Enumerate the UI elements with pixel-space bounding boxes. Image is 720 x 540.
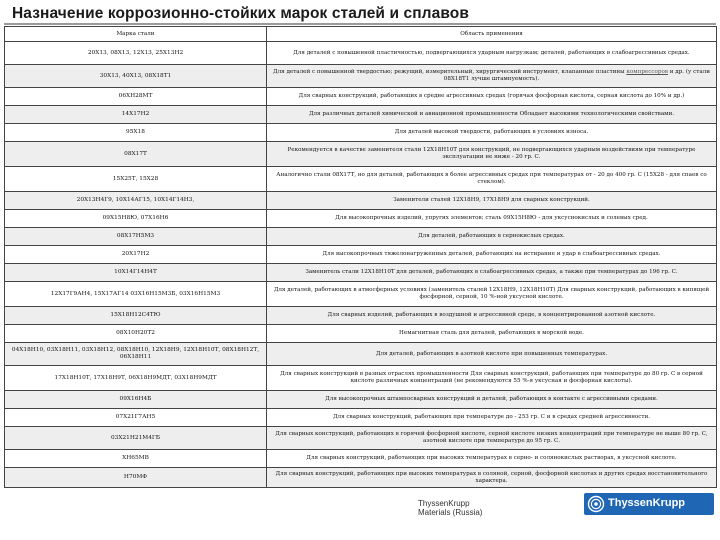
use-text: Заменитель стали 12Х18Н10Т для деталей, работающих в слабоагрессивных средах, а также при температурах до 196 гр. С. [305, 269, 678, 276]
grade-cell: 20Х13Н4Г9, 10Х14АГ15, 10Х14Г14Н3, [5, 192, 267, 210]
use-text: Для сварных конструкций, работающих при высоких температурах в серно- и солянокислых растворах, в уксусной кислоте. [306, 455, 677, 462]
use-text: Для деталей с повышенной пластичностью, подвергающихся ударным нагрузкам; деталей, работающих в слабоагрессивных средах. [293, 49, 690, 56]
use-text: Для высокопрочных тяжелонагруженных деталей, работающих на истирание и удар в слабоагрессивных средах. [322, 251, 661, 258]
use-text: Заменители сталей 12Х18Н9, 17Х18Н9 для сварных конструкций. [393, 197, 590, 204]
use-cell [267, 325, 717, 343]
footer-subline: Materials (Russia) [418, 508, 483, 517]
use-cell [267, 468, 717, 488]
use-text: Аналогично стали 08Х17Т, но для деталей, работающих в более агрессивных средах при температурах от - 20 до 400 гр. С (15Х28 - для спаев со стеклом). [276, 172, 707, 185]
use-text: Для высокопрочных штампосварных конструкций и деталей, работающих в контакте с агрессивными средами. [325, 396, 658, 403]
use-cell [267, 246, 717, 264]
table-row [5, 391, 717, 409]
use-cell [267, 343, 717, 366]
grade-cell: 04Х18Н10, 03Х18Н11, 03Х18Н12, 08Х18Н10, 12Х18Н9, 12Х18Н10Т, 08Х18Н12Т, 06Х18Н11 [5, 343, 267, 366]
grade-cell: 10Х14Г14Н4Т [5, 264, 267, 282]
grade-cell: 20Х13, 08Х13, 12Х13, 25Х13Н2 [5, 42, 267, 65]
grade-cell: 14Х17Н2 [5, 106, 267, 124]
table-row [5, 42, 717, 65]
table-row [5, 468, 717, 488]
use-cell [267, 264, 717, 282]
grade-cell: ХН65МВ [5, 450, 267, 468]
use-text: Для сварных конструкций, работающих при температуре до - 253 гр. С и в средах средней агрессивности. [332, 414, 651, 421]
footer-credit [418, 499, 538, 517]
title-divider [4, 23, 716, 25]
table-row [5, 366, 717, 391]
use-link[interactable]: компрессоров [626, 69, 668, 76]
table-row [5, 88, 717, 106]
use-cell [267, 142, 717, 167]
use-cell [267, 124, 717, 142]
footer-company: ThyssenKrupp [418, 499, 470, 508]
grade-cell: 03Х21Н21М4ГБ [5, 427, 267, 450]
table-row [5, 192, 717, 210]
table-row [5, 124, 717, 142]
thyssenkrupp-logo [584, 493, 714, 515]
table-row [5, 282, 717, 307]
use-text-after: и др. (у стали 08Х18Т1 лучше штампуемость). [443, 69, 710, 82]
grade-cell: 17Х18Н10Т, 17Х18Н9Т, 06Х18Н9МДТ, 03Х18Н9МДТ [5, 366, 267, 391]
thyssenkrupp-rings-icon [587, 495, 605, 513]
use-text: Для сварных конструкций, работающих в горячей фосфорной кислоте, серной кислоте низких концентраций при температуре не выше 80 гр. С, азотной кислоте при температуре до 95 гр. С. [275, 431, 708, 444]
page-title: Назначение коррозионно-стойких марок сталей и сплавов [12, 5, 469, 22]
grade-cell: 08Х17Т [5, 142, 267, 167]
use-text: Для сварных изделий, работающих в воздушной и агрессивной среде, в концентрированной азотной кислоте. [327, 312, 656, 319]
grade-cell: 08Х17Н5М3 [5, 228, 267, 246]
use-text: Для деталей, работающих в азотной кислоте при повышенных температурах. [375, 350, 608, 357]
table-row [5, 106, 717, 124]
use-text: Рекомендуется в качестве заменителя стали 12Х18Н10Т для конструкций, не подвергающихся ударным воздействиям при температуре эксплуатации не ниже - 20 гр. С. [287, 147, 696, 160]
use-cell [267, 210, 717, 228]
grade-cell: 15Х25Т, 15Х28 [5, 167, 267, 192]
grade-cell: 09Х15Н8Ю, 07Х16Н6 [5, 210, 267, 228]
use-cell [267, 192, 717, 210]
table-row [5, 427, 717, 450]
use-text: Немагнитная сталь для деталей, работающих в морской воде. [399, 330, 584, 337]
grade-cell: 06ХН28МТ [5, 88, 267, 106]
use-cell [267, 42, 717, 65]
table-row [5, 409, 717, 427]
use-text: Для сварных конструкций, работающих при высоких температурах в соляной, серной, фосфорной кислотах и других средах восстановительного характера. [275, 470, 708, 484]
use-text: Для деталей высокой твердости, работающих в условиях износа. [394, 129, 589, 136]
use-text: Для высокопрочных изделий, упругих элементов; сталь 09Х15Н8Ю - для уксуснокислых и солевых сред. [335, 215, 648, 222]
column-header-use: Область применения [267, 27, 717, 42]
use-cell [267, 409, 717, 427]
table-row [5, 210, 717, 228]
grade-cell: 08Х10Н20Т2 [5, 325, 267, 343]
table-row [5, 325, 717, 343]
grade-cell: 20Х17Н2 [5, 246, 267, 264]
grade-cell: 09Х16Н4Б [5, 391, 267, 409]
table-row [5, 228, 717, 246]
grade-cell: 30Х13, 40Х13, 08Х18Т1 [5, 65, 267, 88]
table-row [5, 65, 717, 88]
use-cell [267, 106, 717, 124]
table-row [5, 264, 717, 282]
use-text: Для деталей с повышенной твердостью; режущий, измерительный, хирургический инструмент, клапанные пластины [273, 69, 627, 76]
use-text: Для деталей, работающих в сернокислых средах. [418, 233, 565, 240]
use-text: Для сварных конструкций в разных отраслях промышленности Для сварных конструкций, работающих при температуре до 80 гр. С в серной кислоте различных концентраций (не рекомендуются 55 %-я уксусная и фосфорная кислоты). [280, 371, 703, 384]
use-cell [267, 228, 717, 246]
table-row [5, 343, 717, 366]
use-cell [267, 88, 717, 106]
grade-cell: 12Х17Г9АН4, 15Х17АГ14 03Х16Н15М3Б, 03Х16Н15М3 [5, 282, 267, 307]
use-cell [267, 366, 717, 391]
grade-cell: Н70МФ [5, 468, 267, 488]
table-row [5, 167, 717, 192]
use-cell [267, 450, 717, 468]
use-cell [267, 307, 717, 325]
use-cell [267, 427, 717, 450]
use-cell [267, 167, 717, 192]
grade-cell: 95Х18 [5, 124, 267, 142]
use-cell [267, 65, 717, 88]
use-text: Для деталей, работающих в атмосферных условиях (заменитель сталей 12Х18Н9, 12Х18Н10Т) Для сварных конструкций, работающих в кипящей фосфорной, серной, 10 %-ной уксусной кислоте. [273, 287, 710, 300]
use-text: Для различных деталей химической и авиационной промышленности Обладает высокими технологическими свойствами. [308, 111, 675, 118]
table-row [5, 450, 717, 468]
grade-cell: 07Х21Г7АН5 [5, 409, 267, 427]
table-row [5, 246, 717, 264]
column-header-grade: Марка стали [5, 27, 267, 42]
grade-cell: 15Х18Н12С4ТЮ [5, 307, 267, 325]
table-row [5, 307, 717, 325]
use-cell [267, 282, 717, 307]
steel-grades-table [4, 26, 717, 488]
use-cell [267, 391, 717, 409]
table-body [5, 42, 717, 488]
use-text: Для сварных конструкций, работающих в средне агрессивных средах (горячая фосфорная кислота, серная кислота до 10% и др.) [298, 93, 685, 100]
logo-text: ThyssenKrupp [608, 497, 686, 509]
table-row [5, 142, 717, 167]
